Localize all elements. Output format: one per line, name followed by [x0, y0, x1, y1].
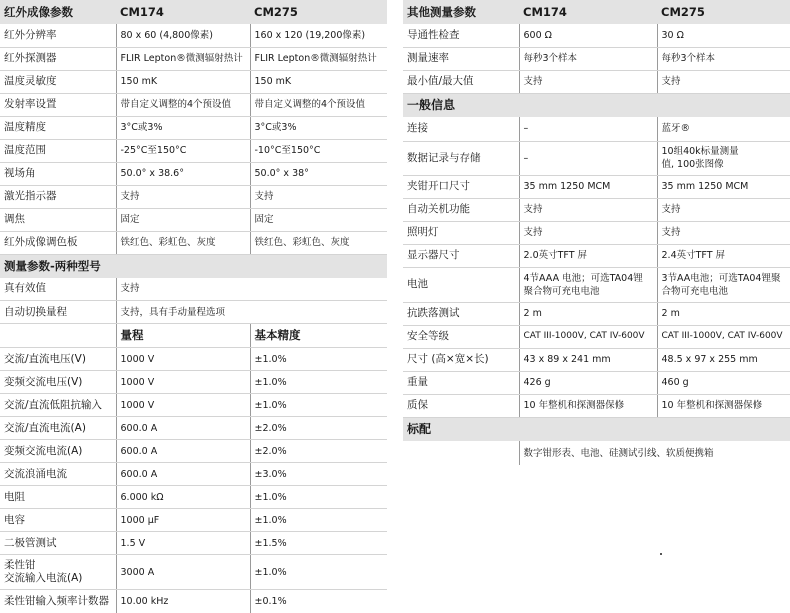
row-label: 发射率设置 [0, 93, 116, 116]
table-row [0, 70, 387, 93]
left-spec-panel [0, 0, 387, 613]
cm174-value: 426 g [519, 371, 657, 394]
cm275-value: 50.0° x 38° [250, 162, 387, 185]
cm174-value: 600 Ω [519, 24, 657, 47]
cm275-value: 铁红色、彩虹色、灰度 [250, 231, 387, 254]
cm275-value: 30 Ω [657, 24, 790, 47]
row-label: 连接 [403, 117, 519, 141]
table-row [0, 348, 387, 371]
cm275-value: CAT III-1000V, CAT IV-600V [657, 325, 790, 348]
accuracy-value: ±1.5% [250, 532, 387, 555]
row-label: 变频交流电流(A) [0, 440, 116, 463]
accuracy-value: ±2.0% [250, 417, 387, 440]
row-label: 变频交流电压(V) [0, 371, 116, 394]
cm174-value: 150 mK [116, 70, 250, 93]
section-title: 测量参数-两种型号 [0, 255, 387, 278]
cm275-value: 48.5 x 97 x 255 mm [657, 348, 790, 371]
cm275-value: 2.4英寸TFT 屏 [657, 244, 790, 267]
range-value: 600.0 A [116, 440, 250, 463]
section-header-general [403, 93, 790, 117]
cm174-value: 35 mm 1250 MCM [519, 175, 657, 198]
section-title: 标配 [403, 417, 790, 441]
row-label: 尺寸 (高×宽×长) [403, 348, 519, 371]
table-row [0, 371, 387, 394]
column-header-cm174: CM174 [116, 0, 250, 24]
table-row [0, 231, 387, 254]
row-label: 测量速率 [403, 47, 519, 70]
cm275-value: 460 g [657, 371, 790, 394]
table-row [0, 24, 387, 47]
row-label: 真有效值 [0, 278, 116, 301]
section-header-infrared [0, 0, 387, 24]
row-label: 夹钳开口尺寸 [403, 175, 519, 198]
cm275-value [657, 141, 790, 175]
row-label: 交流/直流低阻抗输入 [0, 394, 116, 417]
row-label: 安全等级 [403, 325, 519, 348]
range-value: 1000 V [116, 394, 250, 417]
table-row [403, 325, 790, 348]
table-row [403, 175, 790, 198]
table-row [403, 24, 790, 47]
standard-accessories: 数字钳形表、电池、硅测试引线、软质便携箱 [519, 441, 790, 465]
cm275-value: 支持 [657, 221, 790, 244]
section-header-measurement [0, 255, 387, 278]
row-value: 支持，具有手动量程选项 [116, 301, 387, 324]
row-label: 温度精度 [0, 116, 116, 139]
table-row [403, 302, 790, 325]
table-row [0, 394, 387, 417]
cm275-value: 固定 [250, 208, 387, 231]
row-label: 电容 [0, 509, 116, 532]
row-label: 红外成像调色板 [0, 231, 116, 254]
other-measurement-table [403, 0, 790, 465]
row-label: 红外探测器 [0, 47, 116, 70]
cm275-value: 每秒3个样本 [657, 47, 790, 70]
row-label: 重量 [403, 371, 519, 394]
section-header-standard [403, 417, 790, 441]
accuracy-header: 基本精度 [250, 324, 387, 348]
cm275-value: 3°C或3% [250, 116, 387, 139]
cm174-value: 支持 [519, 70, 657, 93]
range-value: 1.5 V [116, 532, 250, 555]
accuracy-value: ±0.1% [250, 590, 387, 613]
table-row [0, 590, 387, 613]
accuracy-value: ±1.0% [250, 371, 387, 394]
table-row [0, 532, 387, 555]
column-header-cm174: CM174 [519, 0, 657, 24]
row-label: 温度范围 [0, 139, 116, 162]
cm174-value: 80 x 60 (4,800像素) [116, 24, 250, 47]
accuracy-value: ±3.0% [250, 463, 387, 486]
section-title: 红外成像参数 [0, 0, 116, 24]
cm275-value [657, 267, 790, 302]
accuracy-value: ±1.0% [250, 394, 387, 417]
range-subheader [0, 324, 387, 348]
range-value: 6.000 kΩ [116, 486, 250, 509]
range-value: 1000 V [116, 348, 250, 371]
cm174-value: – [519, 141, 657, 175]
table-row [0, 208, 387, 231]
accuracy-value: ±2.0% [250, 440, 387, 463]
table-row [0, 555, 387, 590]
table-row [403, 244, 790, 267]
range-value: 3000 A [116, 555, 250, 590]
cm275-value: 支持 [657, 198, 790, 221]
right-spec-panel [403, 0, 790, 465]
table-row [0, 278, 387, 301]
cm275-value: 带自定义调整的4个预设值 [250, 93, 387, 116]
row-label: 导通性检查 [403, 24, 519, 47]
cm174-value: -25°C至150°C [116, 139, 250, 162]
cm275-value: 2 m [657, 302, 790, 325]
range-header: 量程 [116, 324, 250, 348]
row-label: 二极管测试 [0, 532, 116, 555]
cm174-value: FLIR Lepton®微测辐射热计 [116, 47, 250, 70]
table-row [403, 267, 790, 302]
row-label-line1: 柔性钳 [4, 559, 36, 571]
cm174-value: 43 x 89 x 241 mm [519, 348, 657, 371]
cm275-value-line2: 合物可充电电池 [661, 285, 729, 297]
range-value: 600.0 A [116, 463, 250, 486]
range-value: 1000 µF [116, 509, 250, 532]
cm174-value: 支持 [519, 221, 657, 244]
cm275-value-line1: 10组40k标量测量 [661, 146, 739, 157]
row-label: 最小值/最大值 [403, 70, 519, 93]
table-row [403, 441, 790, 465]
cm174-value-line1: 4节AAA 电池；可选TA04锂 [523, 272, 643, 284]
range-value: 10.00 kHz [116, 590, 250, 613]
table-row [403, 198, 790, 221]
row-label: 视场角 [0, 162, 116, 185]
row-label: 自动关机功能 [403, 198, 519, 221]
cm275-value: 160 x 120 (19,200像素) [250, 24, 387, 47]
cm174-value [519, 267, 657, 302]
table-row [403, 141, 790, 175]
infrared-spec-table [0, 0, 387, 255]
cm275-value: -10°C至150°C [250, 139, 387, 162]
row-label: 电阻 [0, 486, 116, 509]
table-row [403, 47, 790, 70]
table-row [0, 162, 387, 185]
cm174-value: 10 年整机和探测器保修 [519, 394, 657, 417]
row-value: 支持 [116, 278, 387, 301]
table-row [0, 93, 387, 116]
cm174-value: – [519, 117, 657, 141]
cm275-value: FLIR Lepton®微测辐射热计 [250, 47, 387, 70]
range-value: 1000 V [116, 371, 250, 394]
row-label: 数据记录与存储 [403, 141, 519, 175]
row-label-line2: 交流输入电流(A) [4, 572, 83, 584]
cm174-value: 支持 [116, 185, 250, 208]
column-header-cm275: CM275 [657, 0, 790, 24]
row-label: 红外分辨率 [0, 24, 116, 47]
row-label: 交流浪涌电流 [0, 463, 116, 486]
row-label: 自动切换量程 [0, 301, 116, 324]
table-row [0, 463, 387, 486]
row-label: 质保 [403, 394, 519, 417]
table-row [403, 117, 790, 141]
row-label: 抗跌落测试 [403, 302, 519, 325]
range-value: 600.0 A [116, 417, 250, 440]
cm275-value: 10 年整机和探测器保修 [657, 394, 790, 417]
table-row [403, 70, 790, 93]
cm275-value: 35 mm 1250 MCM [657, 175, 790, 198]
section-header-other-measurement [403, 0, 790, 24]
row-label: 电池 [403, 267, 519, 302]
section-title: 一般信息 [403, 93, 790, 117]
row-label: 调焦 [0, 208, 116, 231]
table-row [0, 440, 387, 463]
accuracy-value: ±1.0% [250, 348, 387, 371]
table-row [403, 394, 790, 417]
table-row [0, 417, 387, 440]
cm174-value: 支持 [519, 198, 657, 221]
measurement-spec-table [0, 255, 387, 613]
table-row [0, 486, 387, 509]
column-header-cm275: CM275 [250, 0, 387, 24]
table-row [403, 221, 790, 244]
table-row [0, 301, 387, 324]
section-title: 其他测量参数 [403, 0, 519, 24]
cm275-value: 蓝牙® [657, 117, 790, 141]
cm275-value-line2: 值, 100张图像 [661, 159, 724, 170]
cm275-value: 150 mK [250, 70, 387, 93]
table-row [403, 348, 790, 371]
cm174-value: 3°C或3% [116, 116, 250, 139]
accuracy-value: ±1.0% [250, 509, 387, 532]
table-row [0, 139, 387, 162]
cm174-value: CAT III-1000V, CAT IV-600V [519, 325, 657, 348]
row-label: 照明灯 [403, 221, 519, 244]
row-label: 激光指示器 [0, 185, 116, 208]
cm174-value-line2: 聚合物可充电电池 [523, 285, 600, 297]
row-label: 柔性钳输入频率计数器 [4, 594, 109, 607]
cm275-value: 支持 [250, 185, 387, 208]
cm174-value: 固定 [116, 208, 250, 231]
cm174-value: 铁红色、彩虹色、灰度 [116, 231, 250, 254]
table-row [403, 371, 790, 394]
row-label: 交流/直流电压(V) [0, 348, 116, 371]
table-row [0, 185, 387, 208]
row-label [0, 555, 116, 590]
cm275-value-line1: 3节AA电池；可选TA04锂聚 [661, 272, 781, 284]
cm275-value: 支持 [657, 70, 790, 93]
row-label: 温度灵敏度 [0, 70, 116, 93]
cm174-value: 2.0英寸TFT 屏 [519, 244, 657, 267]
table-row [0, 47, 387, 70]
row-label: 显示器尺寸 [403, 244, 519, 267]
table-row [0, 509, 387, 532]
stray-dot [660, 553, 662, 555]
table-row [0, 116, 387, 139]
cm174-value: 2 m [519, 302, 657, 325]
row-label: 交流/直流电流(A) [0, 417, 116, 440]
accuracy-value: ±1.0% [250, 555, 387, 590]
accuracy-value: ±1.0% [250, 486, 387, 509]
cm174-value: 带自定义调整的4个预设值 [116, 93, 250, 116]
cm174-value: 50.0° x 38.6° [116, 162, 250, 185]
cm174-value: 每秒3个样本 [519, 47, 657, 70]
